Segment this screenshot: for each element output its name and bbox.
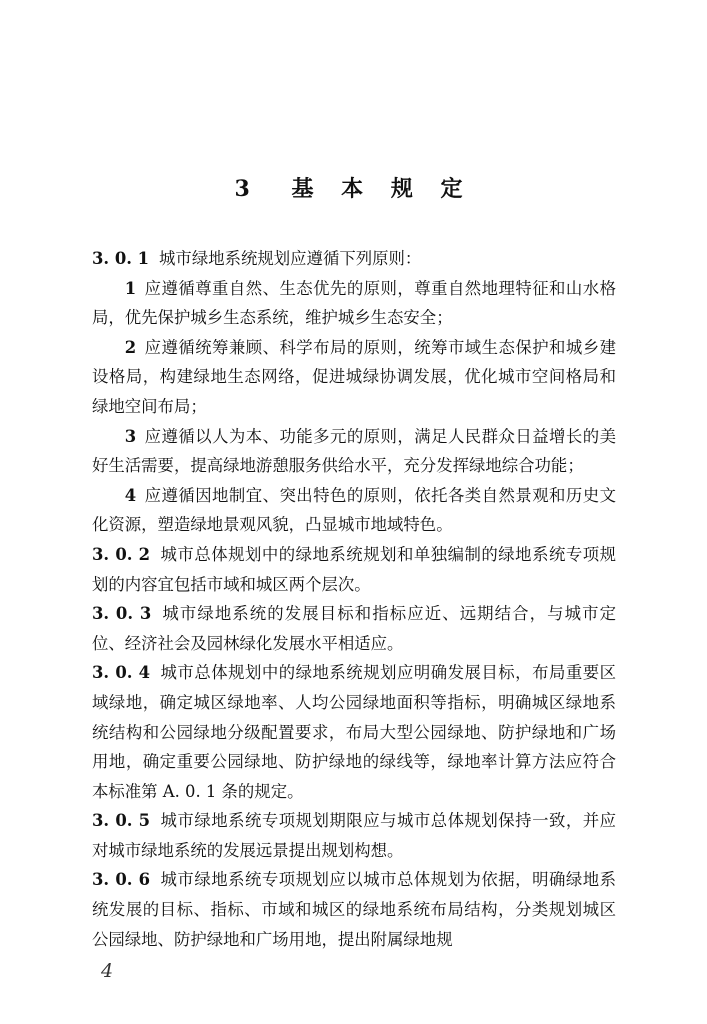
item-number: 3 <box>124 426 137 446</box>
clause-number: 3. 0. 4 <box>92 663 151 683</box>
clause-3-0-1-item-2 <box>92 333 616 422</box>
clause-number: 3. 0. 6 <box>92 870 151 890</box>
clause-3-0-1-item-4 <box>92 481 616 540</box>
item-number: 2 <box>124 337 137 357</box>
clause-number: 3. 0. 1 <box>92 249 150 268</box>
chapter-number: 3 <box>234 176 260 202</box>
clause-text: 城市总体规划中的绿地系统规划和单独编制的绿地系统专项规划的内容宜包括市域和城区两个层次。 <box>92 544 617 594</box>
clause-3-0-4 <box>92 658 616 806</box>
clause-number: 3. 0. 2 <box>92 544 151 564</box>
page-number: 4 <box>101 960 114 982</box>
clause-number: 3. 0. 3 <box>92 604 152 624</box>
chapter-title <box>0 172 707 203</box>
clause-3-0-5 <box>92 806 616 865</box>
clause-3-0-1-item-3 <box>92 422 616 481</box>
clause-3-0-2 <box>92 540 616 599</box>
page-body <box>92 244 616 954</box>
item-number: 4 <box>124 485 137 505</box>
chapter-title-text: 基 本 规 定 <box>291 176 473 202</box>
item-text: 应遵循尊重自然、生态优先的原则，尊重自然地理特征和山水格局，优先保护城乡生态系统，维护城乡生态安全； <box>92 278 616 328</box>
clause-text: 城市绿地系统专项规划期限应与城市总体规划保持一致，并应对城市绿地系统的发展远景提出规划构想。 <box>92 811 617 860</box>
item-text: 应遵循以人为本、功能多元的原则，满足人民群众日益增长的美好生活需要，提高绿地游憩服务供给水平，充分发挥绿地综合功能； <box>92 426 616 476</box>
clause-text: 城市绿地系统的发展目标和指标应近、远期结合，与城市定位、经济社会及园林绿化发展水平相适应。 <box>92 604 617 653</box>
clause-number: 3. 0. 5 <box>92 811 151 831</box>
clause-3-0-1 <box>92 244 616 274</box>
clause-text: 城市总体规划中的绿地系统规划应明确发展目标，布局重要区域绿地，确定城区绿地率、人均公园绿地面积等指标，明确城区绿地系统结构和公园绿地分级配置要求，布局大型公园绿地、防护绿地和广场用地，确定重要公园绿地、防护绿地的绿线等，绿地率计算方法应符合本标准第 A. 0. 1 条的规定。 <box>92 663 617 801</box>
clause-3-0-3 <box>92 599 616 658</box>
item-text: 应遵循因地制宜、突出特色的原则，依托各类自然景观和历史文化资源，塑造绿地景观风貌，凸显城市地域特色。 <box>92 485 616 535</box>
clause-3-0-6 <box>92 865 616 954</box>
clause-3-0-1-item-1 <box>92 274 616 333</box>
clause-text: 城市绿地系统专项规划应以城市总体规划为依据，明确绿地系统发展的目标、指标、市域和城区的绿地系统布局结构，分类规划城区公园绿地、防护绿地和广场用地，提出附属绿地规 <box>92 870 617 949</box>
item-text: 应遵循统筹兼顾、科学布局的原则，统筹市域生态保护和城乡建设格局，构建绿地生态网络，促进城绿协调发展，优化城市空间格局和绿地空间布局； <box>92 337 616 416</box>
clause-text: 城市绿地系统规划应遵循下列原则： <box>159 249 422 268</box>
item-number: 1 <box>124 278 137 298</box>
